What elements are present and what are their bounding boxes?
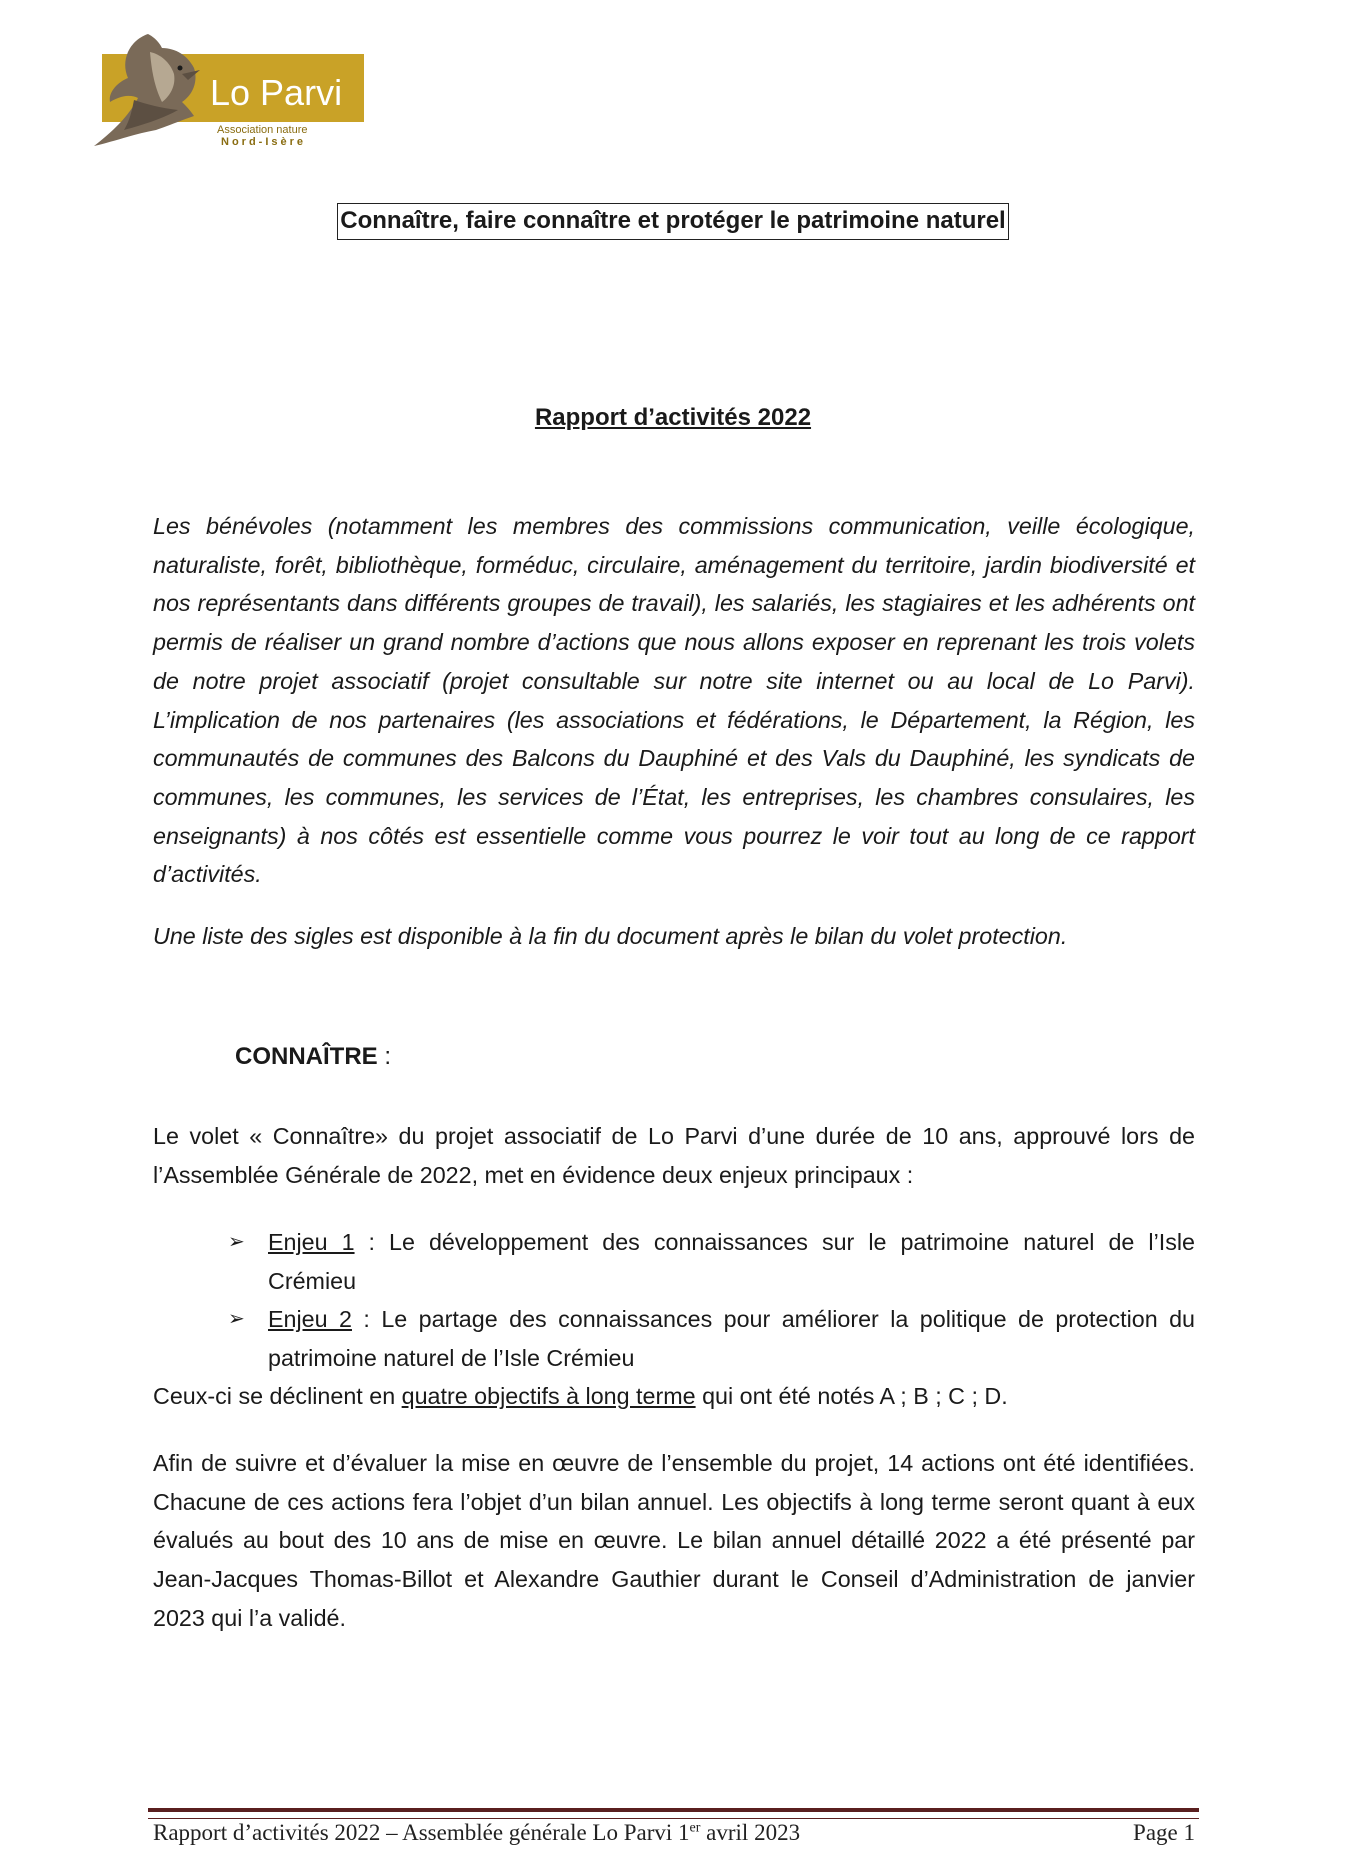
issue-label: Enjeu 1 xyxy=(268,1229,355,1255)
footer-text xyxy=(153,1820,800,1846)
section-title xyxy=(235,1043,391,1071)
lo-parvi-logo xyxy=(90,30,365,150)
intro-section xyxy=(153,507,1195,956)
arrow-bullet-icon: ➢ xyxy=(228,1308,245,1330)
motto-container xyxy=(0,203,1346,240)
hawk-logo-graphic xyxy=(90,30,365,150)
footer-divider xyxy=(148,1808,1199,1819)
footer-main: Rapport d’activités 2022 – Assemblée générale Lo Parvi 1 xyxy=(153,1820,690,1845)
section-intro xyxy=(153,1117,1195,1194)
footer-end: avril 2023 xyxy=(700,1820,801,1845)
arrow-bullet-icon: ➢ xyxy=(228,1231,245,1253)
page-number: Page 1 xyxy=(1133,1820,1195,1845)
logo-subtitle-2: Nord-Isère xyxy=(221,136,307,148)
section-paragraph: Le volet « Connaître» du projet associatif de Lo Parvi d’une durée de 10 ans, approuvé lors de l’Assemblée Générale de 2022, met en évidence deux enjeux principaux : xyxy=(153,1123,1195,1188)
evaluation-section xyxy=(153,1444,1195,1638)
footer-ordinal: er xyxy=(689,1820,701,1836)
issue-text: : Le développement des connaissances sur le patrimoine naturel de l’Isle Crémieu xyxy=(268,1229,1195,1294)
acronyms-note: Une liste des sigles est disponible à la fin du document après le bilan du volet protection. xyxy=(153,923,1068,950)
logo-name: Lo Parvi xyxy=(210,72,343,113)
report-title: Rapport d’activités 2022 xyxy=(534,404,812,431)
list-item xyxy=(153,1223,1195,1300)
intro-paragraph: Les bénévoles (notamment les membres des commissions communication, veille écologique, naturaliste, forêt, bibliothèque, forméduc, circulaire, aménagement du territoire, jardin biodiversité et nos représentants dans différents groupes de travail), les salariés, les stagiaires et les adhérents ont permis de réaliser un grand nombre d’actions que nous allons exposer en reprenant les trois volets de notre projet associatif (projet consultable sur notre site internet ou au local de Lo Parvi). L’implication de nos partenaires (les associations et fédérations, le Département, la Région, les communautés de communes des Balcons du Dauphiné et des Vals du Dauphiné, les syndicats de communes, les communes, les services de l’État, les entreprises, les chambres consulaires, les enseignants) à nos côtés est essentielle comme vous pourrez le voir tout au long de ce rapport d’activités. xyxy=(153,513,1195,888)
objectives-underlined: quatre objectifs à long terme xyxy=(401,1383,696,1409)
objectives-line xyxy=(153,1377,1195,1416)
list-item xyxy=(153,1300,1195,1377)
issue-label: Enjeu 2 xyxy=(268,1306,352,1332)
motto: Connaître, faire connaître et protéger le patrimoine naturel xyxy=(337,203,1008,240)
evaluation-paragraph: Afin de suivre et d’évaluer la mise en œuvre de l’ensemble du projet, 14 actions ont été identifiées. Chacune de ces actions fera l’objet d’un bilan annuel. Les objectifs à long terme seront quant à eux évalués au bout des 10 ans de mise en œuvre. Le bilan annuel détaillé 2022 a été présenté par Jean-Jacques Thomas-Billot et Alexandre Gauthier durant le Conseil d’Administration de janvier 2023 qui l’a validé. xyxy=(153,1450,1195,1631)
objectives-prefix: Ceux-ci se déclinent en xyxy=(153,1383,402,1409)
issues-list xyxy=(153,1223,1195,1416)
section-title-suffix: : xyxy=(377,1043,392,1070)
objectives-suffix: qui ont été notés A ; B ; C ; D. xyxy=(695,1383,1008,1409)
section-title-text: CONNAÎTRE xyxy=(235,1043,378,1070)
logo-subtitle-1: Association nature xyxy=(217,124,308,136)
issue-text: : Le partage des connaissances pour améliorer la politique de protection du patrimoine naturel de l’Isle Crémieu xyxy=(268,1306,1196,1371)
